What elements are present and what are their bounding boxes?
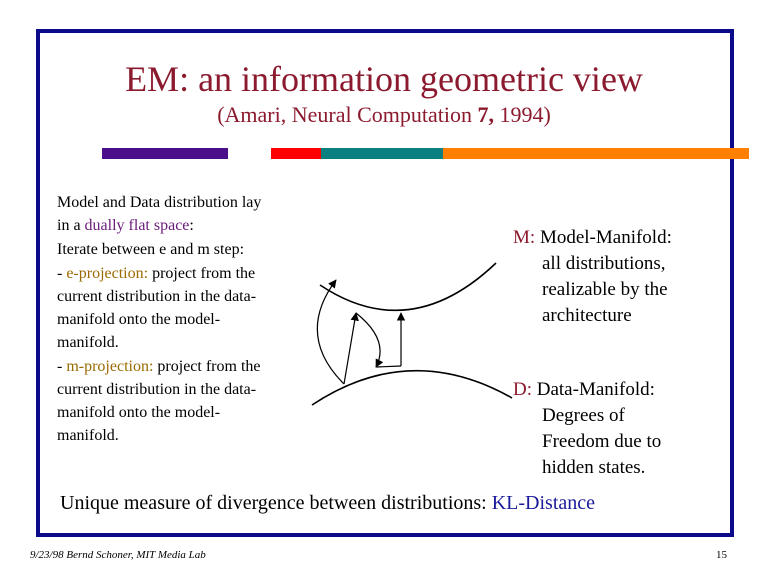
projection-arrow-curved xyxy=(356,313,380,367)
decor-bar-purple xyxy=(102,148,228,159)
data-manifold-line2: Degrees of xyxy=(542,405,625,426)
e-line1: project from the xyxy=(148,265,256,282)
data-manifold-curve xyxy=(312,371,512,405)
e-line3: manifold onto the model- xyxy=(57,311,221,328)
model-manifold-key: M: xyxy=(513,227,536,248)
model-manifold-line4: architecture xyxy=(542,305,632,326)
data-manifold-line3: Freedom due to xyxy=(542,431,662,452)
subtitle-volume: 7, xyxy=(477,102,494,127)
divergence-statement xyxy=(60,492,595,515)
data-manifold-label xyxy=(513,377,661,481)
manifold-diagram xyxy=(300,240,530,410)
m-projection-paragraph xyxy=(57,355,307,447)
model-data-line2: in a xyxy=(57,217,85,234)
m-projection-term: m-projection: xyxy=(66,358,154,375)
iterate-paragraph: Iterate between e and m step: xyxy=(57,241,245,258)
data-manifold-line4: hidden states. xyxy=(542,457,646,478)
data-manifold-key: D: xyxy=(513,379,532,400)
model-manifold-curve xyxy=(320,263,496,310)
m-dash: - xyxy=(57,358,67,375)
dually-flat-space-term: dually flat space xyxy=(84,217,190,234)
footer-credit: 9/23/98 Bernd Schoner, MIT Media Lab xyxy=(30,549,206,561)
m-line3: manifold onto the model- xyxy=(57,404,221,421)
e-dash: - xyxy=(57,265,67,282)
model-data-paragraph xyxy=(57,191,307,237)
m-line4: manifold. xyxy=(57,427,119,444)
data-manifold-line1: Data-Manifold: xyxy=(532,379,655,400)
m-line2: current distribution in the data- xyxy=(57,381,257,398)
decor-bar-teal xyxy=(321,148,443,159)
left-text-block xyxy=(57,191,307,448)
model-manifold-label xyxy=(513,225,672,329)
divergence-text: Unique measure of divergence between distributions: xyxy=(60,492,492,514)
e-line4: manifold. xyxy=(57,334,119,351)
m-line1: project from the xyxy=(153,358,261,375)
subtitle-citation: (Amari, Neural Computation xyxy=(217,102,478,127)
projection-connector xyxy=(376,366,401,367)
model-manifold-line1: Model-Manifold: xyxy=(535,227,672,248)
projection-arrow-diagonal xyxy=(344,313,356,384)
model-manifold-line2: all distributions, xyxy=(542,253,666,274)
model-data-line1: Model and Data distribution lay xyxy=(57,194,262,211)
slide-title: EM: an information geometric view xyxy=(125,59,643,99)
e-projection-term: e-projection: xyxy=(66,265,149,282)
projection-arrow-left xyxy=(317,280,344,384)
subtitle-year: 1994) xyxy=(493,102,551,127)
page-number: 15 xyxy=(716,549,727,561)
model-manifold-line3: realizable by the xyxy=(542,279,668,300)
e-projection-paragraph xyxy=(57,262,307,354)
decor-bar-orange xyxy=(443,148,749,159)
model-data-colon: : xyxy=(189,217,194,234)
slide-subtitle xyxy=(0,102,768,128)
decor-bar-red xyxy=(271,148,321,159)
kl-distance-term: KL-Distance xyxy=(491,492,596,514)
e-line2: current distribution in the data- xyxy=(57,288,257,305)
